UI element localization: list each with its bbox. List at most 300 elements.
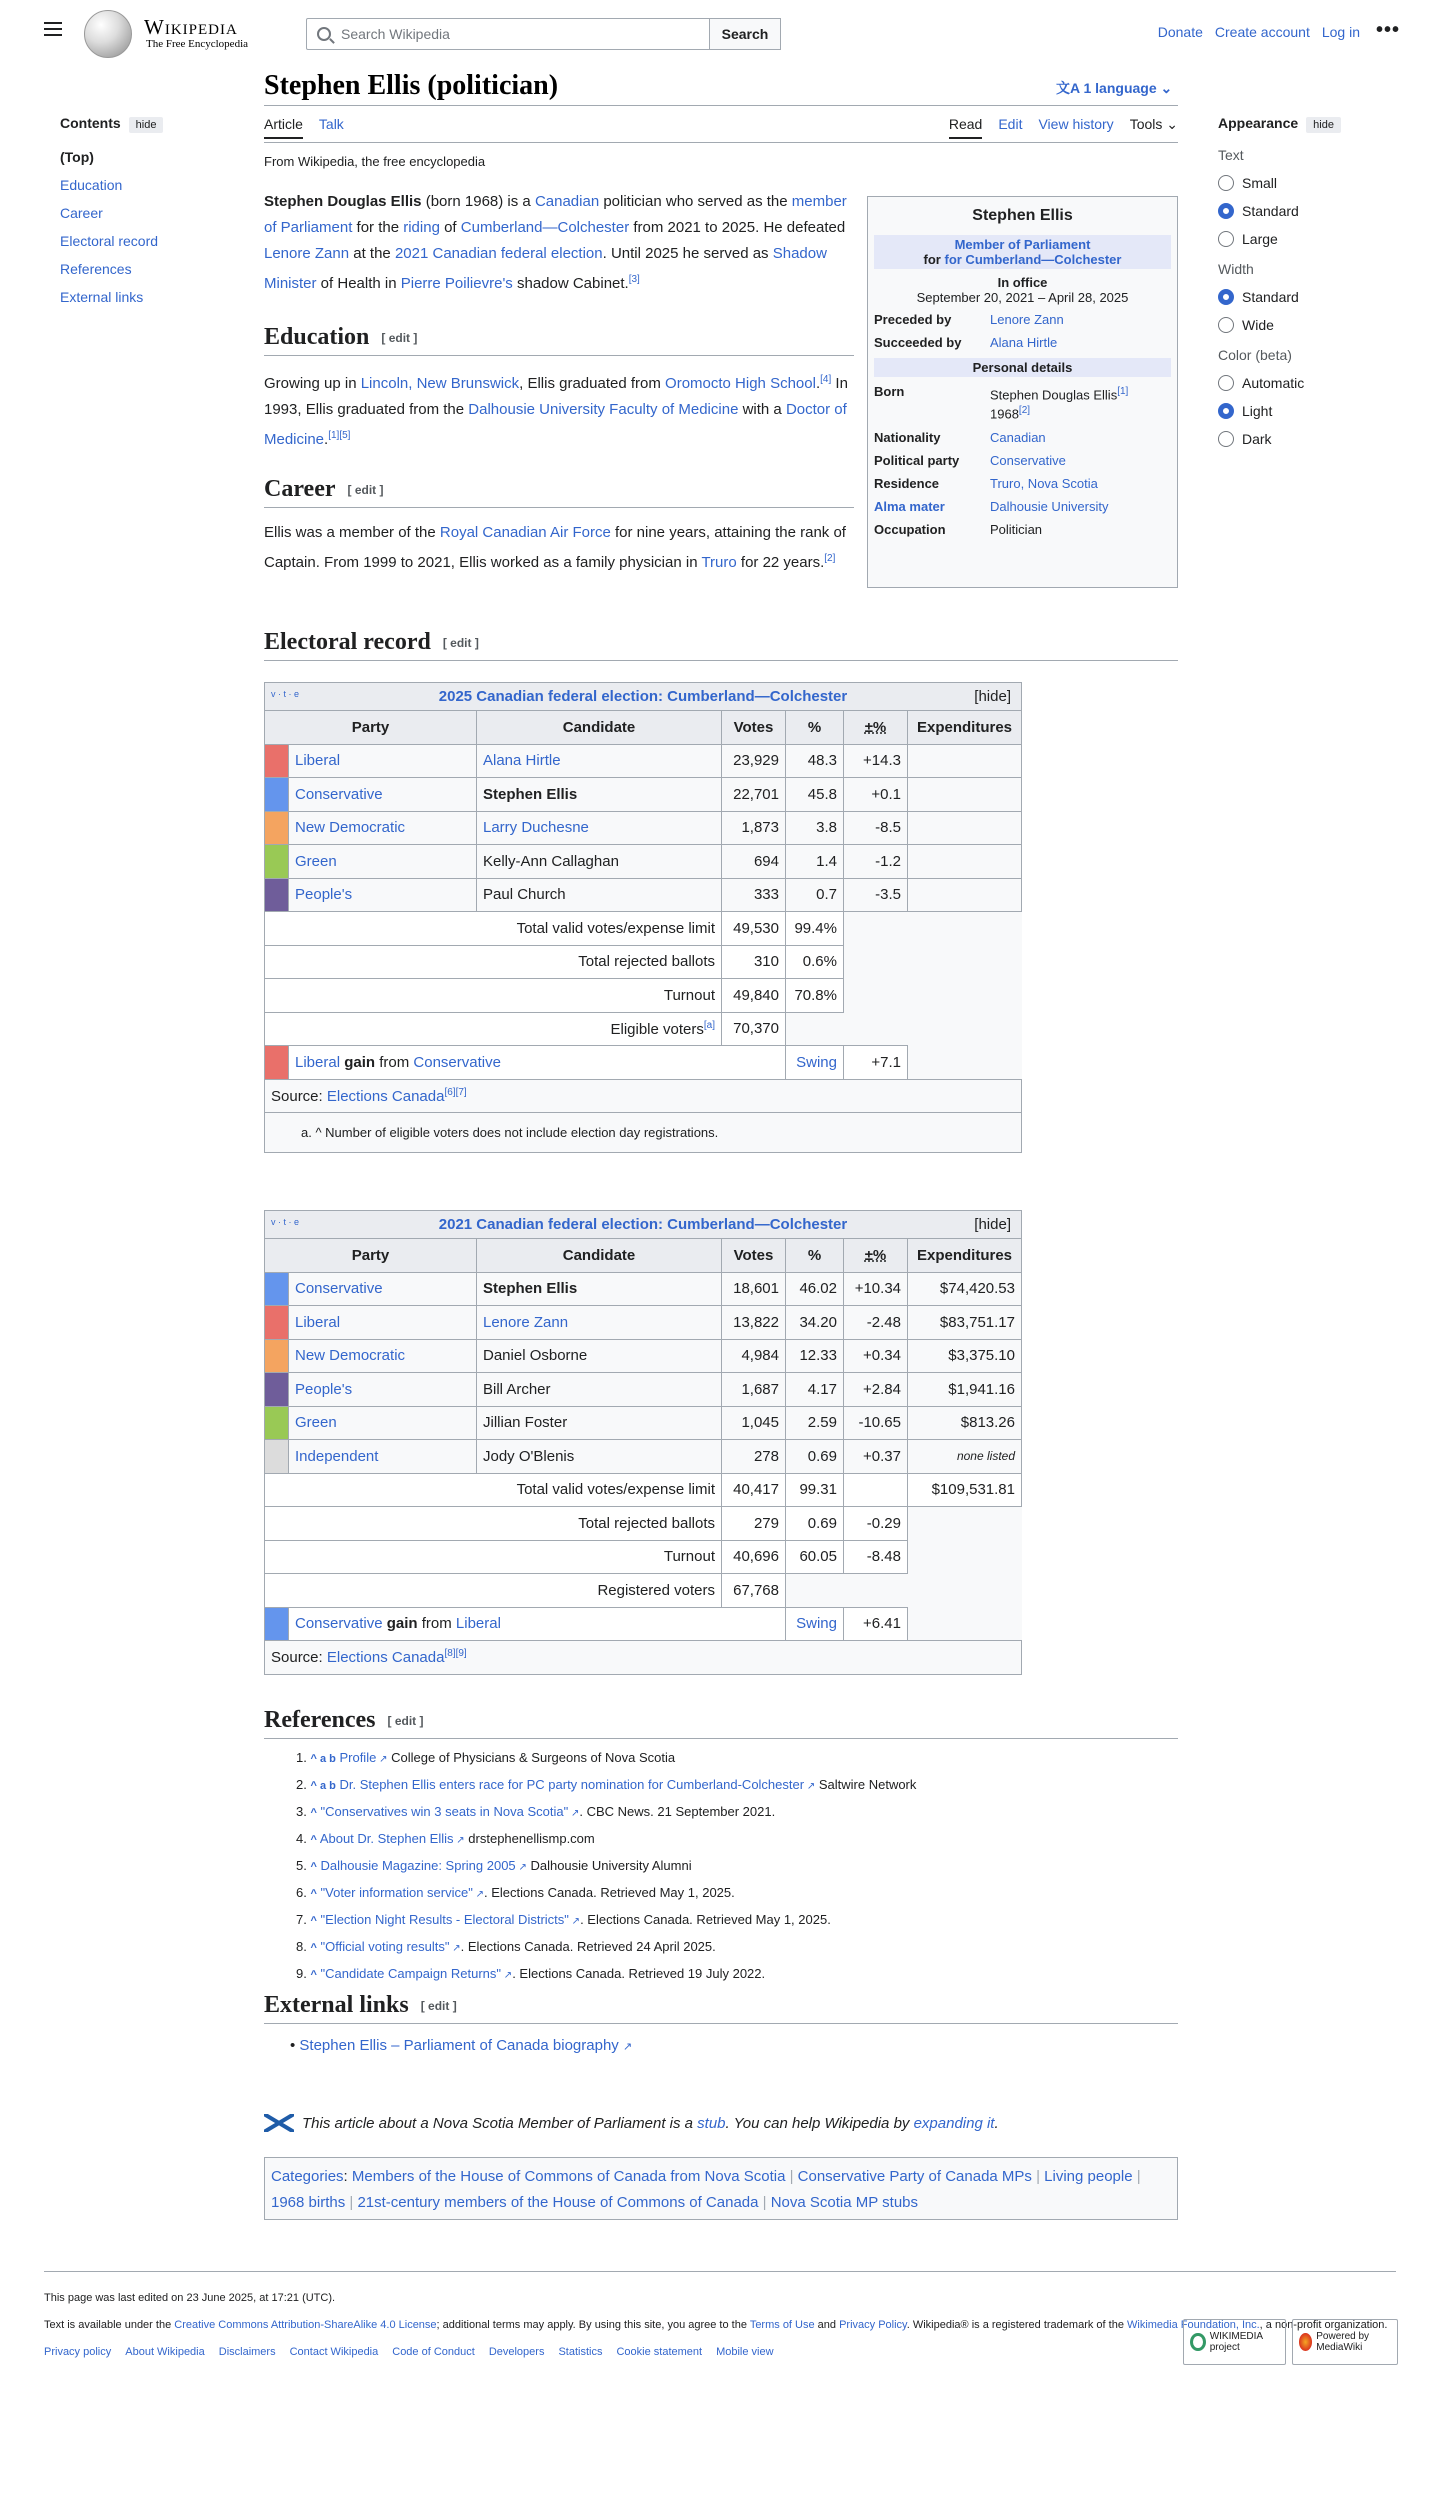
column-header: Expenditures xyxy=(908,1239,1022,1273)
appearance-hide-button[interactable]: hide xyxy=(1306,117,1341,133)
edit-section-link[interactable]: [ edit ] xyxy=(420,1999,457,2014)
candidate-cell xyxy=(477,1440,722,1474)
footer-link[interactable]: Statistics xyxy=(558,2346,603,2358)
born-value: Stephen Douglas Ellis xyxy=(990,387,1118,403)
residence-link[interactable]: Truro, Nova Scotia xyxy=(990,475,1098,491)
reference-item xyxy=(296,1961,916,1988)
link-dalhousie[interactable]: Dalhousie University Faculty of Medicine xyxy=(468,401,739,418)
ref-link[interactable]: [3] xyxy=(628,274,640,285)
table-row xyxy=(265,778,1022,812)
alma-mater-key-link[interactable]: Alma mater xyxy=(874,498,945,514)
view-tabs xyxy=(949,116,1178,139)
link-lincoln[interactable]: Lincoln, New Brunswick xyxy=(360,375,520,392)
gain-cell xyxy=(289,1607,786,1641)
party-link[interactable]: Conservative xyxy=(295,1280,383,1298)
separator: | xyxy=(1031,2168,1045,2185)
external-link-icon: ↗ xyxy=(622,2041,633,2053)
stub-link[interactable]: stub xyxy=(697,2114,726,2132)
radio-width-standard[interactable] xyxy=(1218,289,1398,305)
radio-label: Wide xyxy=(1242,317,1274,333)
infobox-title: Stephen Ellis xyxy=(972,207,1073,224)
swing-link[interactable]: Swing xyxy=(796,1053,837,1071)
edit-section-link[interactable]: [ edit ] xyxy=(347,483,384,498)
tab-edit[interactable]: Edit xyxy=(998,116,1023,132)
ref-number: 2. xyxy=(296,1777,307,1792)
ref-source-link[interactable]: "Conservatives win 3 seats in Nova Scotia" xyxy=(320,1804,569,1819)
infobox-key: Residence xyxy=(874,475,940,491)
ref-link[interactable]: [8][9] xyxy=(444,1648,467,1660)
succeeded-by-link[interactable]: Alana Hirtle xyxy=(990,335,1058,350)
toc-item-top[interactable]: (Top) xyxy=(60,149,94,165)
ref-link[interactable]: [6][7] xyxy=(444,1086,467,1098)
ref-rest: Dalhousie University Alumni xyxy=(526,1858,692,1873)
external-link-icon: ↗ xyxy=(804,1781,816,1792)
navbox-vte[interactable]: v · t · e xyxy=(271,1217,300,1227)
source-cell xyxy=(265,1641,1022,1675)
ref-backlink[interactable]: ^ a b xyxy=(310,1780,336,1792)
totals-votes: 67,768 xyxy=(722,1574,786,1608)
ref-source-link[interactable]: "Election Night Results - Electoral Districts" xyxy=(320,1912,569,1927)
link-mp[interactable]: member of Parliament xyxy=(264,193,847,236)
ref-rest: . Elections Canada. Retrieved 24 April 2025. xyxy=(460,1939,716,1954)
infobox-key: Born xyxy=(874,384,905,399)
cell-e: $83,751.17 xyxy=(908,1306,1022,1340)
party-cell xyxy=(289,1272,477,1306)
totals-row xyxy=(265,979,1022,1013)
party-link[interactable]: New Democratic xyxy=(295,819,406,837)
party-link[interactable]: New Democratic xyxy=(295,1347,406,1365)
divider xyxy=(264,105,1178,106)
ref-link[interactable]: [2] xyxy=(1018,405,1031,417)
candidate-name: Daniel Osborne xyxy=(483,1347,588,1365)
radio-label: Standard xyxy=(1242,203,1299,219)
references-list xyxy=(296,1745,916,1988)
cell-e xyxy=(908,744,1022,778)
candidate-name: Jillian Foster xyxy=(483,1414,568,1432)
candidate-name[interactable]: Alana Hirtle xyxy=(483,752,561,770)
link-riding[interactable]: riding xyxy=(403,219,440,236)
reference-item xyxy=(296,1934,916,1961)
radio-label: Standard xyxy=(1242,289,1299,305)
toc-item-electoral-record[interactable]: Electoral record xyxy=(60,233,159,249)
category-link[interactable]: 21st-century members of the House of Commons of Canada xyxy=(357,2194,759,2211)
swing-cell xyxy=(786,1607,844,1641)
search-button[interactable]: Search xyxy=(709,18,781,50)
external-link-icon: ↗ xyxy=(568,1808,580,1819)
external-link-icon: ↗ xyxy=(472,1889,484,1900)
edit-section-link[interactable]: [ edit ] xyxy=(381,331,418,346)
party-color-swatch xyxy=(265,1440,289,1474)
ref-source-link[interactable]: Profile xyxy=(339,1750,377,1765)
toc-hide-button[interactable]: hide xyxy=(129,117,164,133)
footer-link[interactable]: Disclaimers xyxy=(218,2346,276,2358)
note-link[interactable]: [a] xyxy=(703,1019,715,1031)
gain-from: from xyxy=(417,1615,456,1633)
table-header-row xyxy=(265,1239,1022,1273)
ref-number: 8. xyxy=(296,1939,307,1954)
wordmark[interactable]: Wikipedia xyxy=(144,15,238,39)
cell-d: -2.48 xyxy=(844,1306,908,1340)
party-link[interactable]: Independent xyxy=(295,1447,379,1465)
column-header: Party xyxy=(265,711,477,745)
party-link[interactable]: Green xyxy=(295,1414,337,1432)
donate-link[interactable]: Donate xyxy=(1157,24,1203,40)
ref-source-link[interactable]: Dr. Stephen Ellis enters race for PC party nomination for Cumberland-Colchester xyxy=(339,1777,805,1792)
toc-item-references[interactable]: References xyxy=(60,261,132,277)
nationality-link[interactable]: Canadian xyxy=(990,429,1046,445)
column-header[interactable]: ±% xyxy=(844,1239,908,1273)
totals-label-text: Total valid votes/expense limit xyxy=(516,1481,715,1499)
subject-name: Stephen Douglas Ellis xyxy=(264,193,422,210)
cell-pct: 46.02 xyxy=(786,1272,844,1306)
candidate-cell xyxy=(477,811,722,845)
preceded-by-link[interactable]: Lenore Zann xyxy=(990,312,1064,327)
ref-rest: . Elections Canada. Retrieved 19 July 2022. xyxy=(512,1966,766,1981)
totals-pct: 0.69 xyxy=(786,1507,844,1541)
alma-mater-link[interactable]: Dalhousie University xyxy=(990,498,1109,514)
totals-delta xyxy=(844,1473,908,1507)
infobox: Stephen Ellis Member of Parliament for for Cumberland—Colchester In office September 20, 2021 – April 28, 2025 Preceded by Lenore Zann Succeeded by Alana Hirtle Personal details Born Stephen Douglas Ellis[1] 1968[2] Nationality Canadian Political party Conservative Residence Truro, Nova Scotia Alma mater Dalhousie University Occupation Politician xyxy=(867,196,1178,588)
infobox-key: Occupation xyxy=(874,521,946,537)
ref-link[interactable]: [4] xyxy=(820,374,832,385)
source-link[interactable]: Elections Canada xyxy=(326,1087,445,1105)
login-link[interactable]: Log in xyxy=(1321,24,1360,40)
privacy-link[interactable]: Privacy Policy xyxy=(839,2319,907,2331)
totals-label xyxy=(265,979,722,1013)
ref-link[interactable]: [2] xyxy=(824,553,836,564)
radio-text-standard[interactable] xyxy=(1218,203,1398,219)
totals-pct: 99.31 xyxy=(786,1473,844,1507)
hamburger-menu-icon[interactable] xyxy=(44,22,62,36)
radio-text-small[interactable] xyxy=(1218,175,1398,191)
toc-item-education[interactable]: Education xyxy=(60,177,123,193)
candidate-name: Stephen Ellis xyxy=(483,785,578,803)
reference-item xyxy=(296,1907,916,1934)
party-cell xyxy=(289,1306,477,1340)
party-color-swatch xyxy=(265,811,289,845)
swing-value: +6.41 xyxy=(844,1607,908,1641)
infobox-key: Preceded by xyxy=(874,312,952,327)
cell-v: 1,687 xyxy=(722,1373,786,1407)
heading-text: References xyxy=(264,1707,376,1733)
link-shadow-minister[interactable]: Shadow Minister xyxy=(264,245,827,292)
in-office-label: In office xyxy=(997,275,1048,290)
totals-delta: -8.48 xyxy=(844,1540,908,1574)
link-rcaf[interactable]: Royal Canadian Air Force xyxy=(439,524,611,541)
footer-link[interactable]: Privacy policy xyxy=(44,2346,112,2358)
party-color-swatch xyxy=(265,1339,289,1373)
totals-pct: 0.6% xyxy=(786,945,844,979)
ref-source-link[interactable]: "Voter information service" xyxy=(320,1885,473,1900)
infobox-office-link[interactable]: Member of Parliament xyxy=(954,237,1091,252)
swing-link[interactable]: Swing xyxy=(796,1615,837,1633)
ref-number: 9. xyxy=(296,1966,307,1981)
powered-by-mediawiki-badge[interactable] xyxy=(1292,2319,1398,2365)
gain-other-link[interactable]: Conservative xyxy=(413,1053,501,1071)
radio-label: Automatic xyxy=(1242,375,1305,391)
party-color-swatch xyxy=(265,1046,289,1080)
candidate-cell xyxy=(477,744,722,778)
language-label: 1 language xyxy=(1083,80,1157,96)
election-table-2021 xyxy=(264,1210,1022,1675)
ref-backlink[interactable]: ^ xyxy=(310,1915,317,1927)
search-input[interactable] xyxy=(341,26,701,42)
party-cell xyxy=(289,1406,477,1440)
totals-label-text: Eligible voters xyxy=(610,1020,704,1038)
office-dates: September 20, 2021 – April 28, 2025 xyxy=(916,290,1129,305)
toc-item-career[interactable]: Career xyxy=(60,205,103,221)
badge-label: Powered by MediaWiki xyxy=(1316,2331,1370,2353)
ref-rest: drstephenellismp.com xyxy=(464,1831,595,1846)
appearance-panel xyxy=(1218,115,1398,447)
cell-v: 694 xyxy=(722,845,786,879)
totals-pct: 60.05 xyxy=(786,1540,844,1574)
search-box[interactable] xyxy=(306,18,710,50)
footer-link[interactable]: Contact Wikipedia xyxy=(289,2346,379,2358)
create-account-link[interactable]: Create account xyxy=(1214,24,1310,40)
caption-link[interactable]: 2021 Canadian federal election: Cumberland—Colchester xyxy=(438,1216,848,1233)
table-row xyxy=(265,811,1022,845)
footer-link[interactable]: Mobile view xyxy=(716,2346,774,2358)
terms-link[interactable]: Terms of Use xyxy=(749,2319,815,2331)
totals-votes: 40,417 xyxy=(722,1473,786,1507)
radio-width-wide[interactable] xyxy=(1218,317,1398,333)
namespace-tabs xyxy=(264,116,344,139)
radio-label: Dark xyxy=(1242,431,1272,447)
toc-item-external-links[interactable]: External links xyxy=(60,289,144,305)
tab-history[interactable]: View history xyxy=(1038,116,1114,132)
ref-backlink[interactable]: ^ xyxy=(310,1942,317,1954)
cell-d: -1.2 xyxy=(844,845,908,879)
party-color-swatch xyxy=(265,845,289,879)
external-link-icon: ↗ xyxy=(453,1835,465,1846)
ref-source-link[interactable]: Dalhousie Magazine: Spring 2005 xyxy=(320,1858,516,1873)
reference-item xyxy=(296,1853,916,1880)
cell-pct: 12.33 xyxy=(786,1339,844,1373)
table-hide-toggle[interactable]: [hide] xyxy=(974,688,1011,705)
source-row xyxy=(265,1079,1022,1113)
footer-link[interactable]: Cookie statement xyxy=(616,2346,703,2358)
ref-source-link[interactable]: "Official voting results" xyxy=(320,1939,450,1954)
wikimedia-project-badge[interactable] xyxy=(1183,2319,1286,2365)
ref-link[interactable]: [1] xyxy=(1117,386,1129,397)
candidate-name[interactable]: Larry Duchesne xyxy=(483,819,589,837)
navbox-vte[interactable]: v · t · e xyxy=(271,689,300,699)
gain-party-link[interactable]: Liberal xyxy=(295,1053,341,1071)
link-md[interactable]: Doctor of Medicine xyxy=(264,401,847,448)
tab-article[interactable]: Article xyxy=(264,116,303,139)
totals-votes: 49,530 xyxy=(722,912,786,946)
footer-link[interactable]: About Wikipedia xyxy=(125,2346,205,2358)
external-link-icon: ↗ xyxy=(515,1862,527,1873)
column-header: Expenditures xyxy=(908,711,1022,745)
more-options-icon[interactable]: ••• xyxy=(1376,19,1401,41)
cell-v: 278 xyxy=(722,1440,786,1474)
link-lenore-zann[interactable]: Lenore Zann xyxy=(264,245,350,262)
tools-menu[interactable] xyxy=(1130,116,1178,139)
cell-v: 13,822 xyxy=(722,1306,786,1340)
link-canadian[interactable]: Canadian xyxy=(534,193,600,210)
gain-other-link[interactable]: Liberal xyxy=(455,1615,501,1633)
ref-backlink[interactable]: ^ xyxy=(310,1861,317,1873)
ref-backlink[interactable]: ^ xyxy=(310,1969,317,1981)
cell-d: -3.5 xyxy=(844,878,908,912)
party-link[interactable]: People's xyxy=(295,1380,353,1398)
gain-word: gain xyxy=(340,1053,376,1071)
section-electoral-heading xyxy=(264,629,1178,661)
source-cell xyxy=(265,1079,1022,1113)
totals-pct: 70.8% xyxy=(786,979,844,1013)
ref-source-link[interactable]: "Candidate Campaign Returns" xyxy=(320,1966,502,1981)
stub-notice: This article about a Nova Scotia Member of Parliament is a stub. You can help Wikipedia by expanding it. xyxy=(264,2114,999,2132)
party-link[interactable]: Green xyxy=(295,852,337,870)
appearance-heading: Appearance xyxy=(1218,115,1299,131)
reference-item xyxy=(296,1745,916,1772)
ref-backlink[interactable]: ^ xyxy=(310,1807,317,1819)
caption-link[interactable]: 2025 Canadian federal election: Cumberland—Colchester xyxy=(438,688,848,705)
category-link[interactable]: 1968 births xyxy=(271,2194,346,2211)
tab-talk[interactable]: Talk xyxy=(318,116,344,132)
table-of-contents xyxy=(60,115,230,311)
table-caption xyxy=(265,1211,1022,1239)
totals-expenditure: $109,531.81 xyxy=(908,1473,1022,1507)
party-color-swatch xyxy=(265,1607,289,1641)
link-2021-election[interactable]: 2021 Canadian federal election xyxy=(394,245,603,262)
site-sub: From Wikipedia, the free encyclopedia xyxy=(264,154,486,169)
text-size-label: Text xyxy=(1218,147,1244,163)
candidate-name[interactable]: Lenore Zann xyxy=(483,1313,569,1331)
external-link[interactable]: Stephen Ellis – Parliament of Canada biography xyxy=(299,2037,619,2054)
party-link[interactable]: People's xyxy=(295,886,353,904)
table-header-row xyxy=(265,711,1022,745)
section-external-heading xyxy=(264,1992,1178,2024)
totals-row xyxy=(265,945,1022,979)
cell-pct: 45.8 xyxy=(786,778,844,812)
category-link[interactable]: Conservative Party of Canada MPs xyxy=(797,2168,1032,2185)
table-row xyxy=(265,1440,1022,1474)
cell-pct: 3.8 xyxy=(786,811,844,845)
ref-rest: College of Physicians & Surgeons of Nova Scotia xyxy=(387,1750,676,1765)
nova-scotia-flag-icon xyxy=(264,2114,294,2132)
edit-section-link[interactable]: [ edit ] xyxy=(442,636,479,651)
reference-item xyxy=(296,1799,916,1826)
radio-text-large[interactable] xyxy=(1218,231,1398,247)
source-label: Source: xyxy=(271,1087,327,1105)
ref-link[interactable]: [1][5] xyxy=(328,430,351,441)
language-button[interactable] xyxy=(1056,78,1172,98)
party-link[interactable]: Liberal xyxy=(295,1313,341,1331)
totals-label xyxy=(265,1574,722,1608)
party-cell xyxy=(289,1440,477,1474)
party-color-swatch xyxy=(265,1406,289,1440)
tab-read[interactable]: Read xyxy=(949,116,982,139)
cell-e: $1,941.16 xyxy=(908,1373,1022,1407)
totals-row xyxy=(265,1012,1022,1046)
ref-number: 3. xyxy=(296,1804,307,1819)
party-color-swatch xyxy=(265,778,289,812)
party-link[interactable]: Liberal xyxy=(295,752,341,770)
category-link[interactable]: Living people xyxy=(1044,2168,1133,2185)
party-cell xyxy=(289,1339,477,1373)
link-oromocto[interactable]: Oromocto High School xyxy=(665,375,816,392)
party-link[interactable]: Conservative xyxy=(990,452,1066,468)
radio-color-dark[interactable] xyxy=(1218,431,1398,447)
ref-number: 5. xyxy=(296,1858,307,1873)
party-color-swatch xyxy=(265,1272,289,1306)
categories-label[interactable]: Categories xyxy=(271,2168,344,2185)
column-header[interactable]: ±% xyxy=(844,711,908,745)
search-icon xyxy=(317,27,331,41)
external-link-icon: ↗ xyxy=(376,1754,388,1765)
section-career-heading xyxy=(264,476,854,508)
gain-party-link[interactable]: Conservative xyxy=(295,1615,383,1633)
party-cell xyxy=(289,811,477,845)
party-color-swatch xyxy=(265,878,289,912)
last-edited: This page was last edited on 23 June 2025, at 17:21 (UTC). xyxy=(44,2292,336,2304)
totals-label-text: Turnout xyxy=(663,1548,715,1566)
ref-backlink[interactable]: ^ a b xyxy=(310,1753,336,1765)
expand-link[interactable]: expanding it xyxy=(913,2114,995,2132)
party-link[interactable]: Conservative xyxy=(295,785,383,803)
page-title: Stephen Ellis (politician) xyxy=(264,70,559,101)
category-link[interactable]: Members of the House of Commons of Canada from Nova Scotia xyxy=(351,2168,786,2185)
table-hide-toggle[interactable]: [hide] xyxy=(974,1216,1011,1233)
party-cell xyxy=(289,744,477,778)
totals-row xyxy=(265,1574,1022,1608)
license-link[interactable]: Creative Commons Attribution-ShareAlike 4.0 License xyxy=(174,2319,437,2331)
table-row xyxy=(265,1272,1022,1306)
tools-label: Tools xyxy=(1129,116,1163,132)
personal-details-band: Personal details xyxy=(874,358,1171,377)
link-cumberland-colchester[interactable]: Cumberland—Colchester xyxy=(460,219,630,236)
infobox-riding-link[interactable]: for Cumberland—Colchester xyxy=(944,252,1122,267)
gain-from: from xyxy=(375,1053,414,1071)
wikipedia-globe-logo[interactable] xyxy=(84,10,132,58)
party-cell xyxy=(289,878,477,912)
totals-votes: 40,696 xyxy=(722,1540,786,1574)
width-label: Width xyxy=(1218,261,1254,277)
edit-section-link[interactable]: [ edit ] xyxy=(387,1714,424,1729)
badge-label: WIKIMEDIA project xyxy=(1209,2331,1263,2353)
cell-d: -8.5 xyxy=(844,811,908,845)
mediawiki-logo-icon xyxy=(1299,2333,1312,2351)
divider xyxy=(44,2271,1396,2272)
cell-v: 333 xyxy=(722,878,786,912)
category-link[interactable]: Nova Scotia MP stubs xyxy=(770,2194,919,2211)
column-header: % xyxy=(786,1239,844,1273)
gain-word: gain xyxy=(382,1615,418,1633)
color-label: Color (beta) xyxy=(1218,347,1292,363)
footer-link[interactable]: Code of Conduct xyxy=(392,2346,475,2358)
link-truro[interactable]: Truro xyxy=(701,554,737,571)
separator: | xyxy=(345,2194,358,2211)
radio-color-light[interactable] xyxy=(1218,403,1398,419)
source-link[interactable]: Elections Canada xyxy=(326,1649,445,1667)
totals-label xyxy=(265,1507,722,1541)
cell-d: +0.34 xyxy=(844,1339,908,1373)
link-poilievre[interactable]: Pierre Poilievre's xyxy=(400,275,513,292)
footer-link[interactable]: Developers xyxy=(488,2346,545,2358)
column-header: % xyxy=(786,711,844,745)
ref-backlink[interactable]: ^ xyxy=(310,1834,317,1846)
ref-backlink[interactable]: ^ xyxy=(310,1888,317,1900)
radio-color-automatic[interactable] xyxy=(1218,375,1398,391)
candidate-cell xyxy=(477,1306,722,1340)
wmf-link[interactable]: Wikimedia Foundation, Inc. xyxy=(1127,2319,1260,2331)
swing-value: +7.1 xyxy=(844,1046,908,1080)
cell-d: +0.37 xyxy=(844,1440,908,1474)
ref-source-link[interactable]: About Dr. Stephen Ellis xyxy=(319,1831,454,1846)
